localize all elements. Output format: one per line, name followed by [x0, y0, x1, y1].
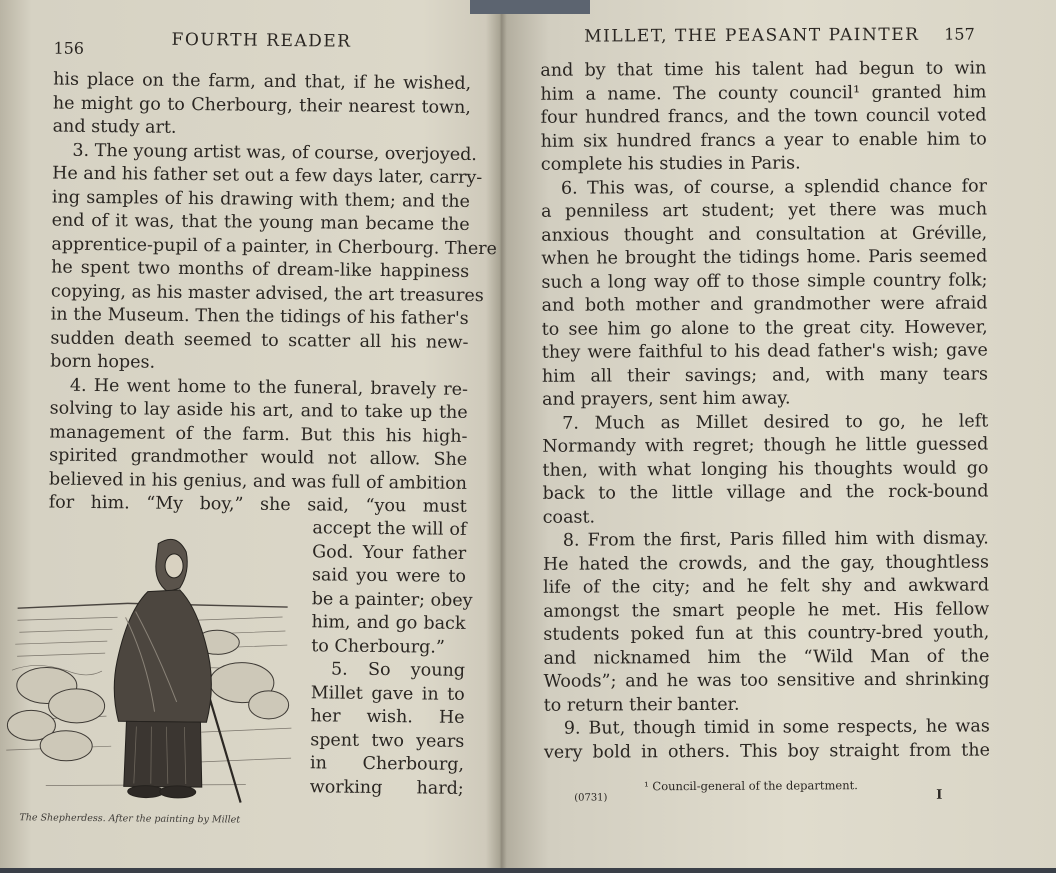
left-text-full	[48, 69, 498, 520]
text-line: apprentice-pupil of a painter, in Cherbourg. There	[51, 234, 498, 259]
text-line: copying, as his master advised, the art treasures	[50, 281, 484, 306]
text-line: then, with what longing his thoughts would go	[542, 457, 989, 481]
text-line: spirited grandmother would not allow. She	[49, 445, 468, 470]
text-line: anxious thought and consultation at Gréville,	[541, 222, 988, 246]
text-line: coast.	[542, 507, 596, 528]
text-line: him six hundred francs a year to enable him to	[540, 128, 987, 152]
text-line: sudden death seemed to scatter all his new-	[50, 328, 469, 353]
text-line: amongst the smart people he met. His fellow	[543, 598, 990, 622]
text-line: her wish. He	[310, 706, 465, 728]
right-page	[502, 0, 1056, 868]
text-line: him all their savings; and, with many tears	[541, 363, 989, 387]
left-page-number: 156	[53, 38, 85, 58]
text-line: and by that time his talent had begun to win	[540, 58, 987, 81]
right-text	[540, 57, 990, 764]
text-line: solving to lay aside his art, and to take up the	[49, 398, 468, 423]
text-line: life of the city; and he felt shy and awkward	[543, 575, 990, 598]
text-line: He and his father set out a few days later, carry-	[52, 163, 483, 189]
text-line: believed in his genius, and was full of ambition	[48, 469, 468, 494]
text-line: end of it was, that the young man became the	[51, 210, 470, 235]
text-line: accept the will of	[312, 518, 467, 540]
text-line: to Cherbourg.”	[311, 635, 445, 658]
text-line: him, and go back	[311, 612, 466, 634]
text-line: such a long way off to those simple country folk;	[541, 269, 988, 293]
text-line: management of the farm. But this his high-	[49, 422, 468, 447]
text-line: 5. So young	[330, 659, 466, 681]
text-line: and study art.	[52, 116, 177, 138]
text-line: to see him go alone to the great city. However,	[541, 316, 988, 340]
text-line: he might go to Cherbourg, their nearest town,	[52, 93, 472, 118]
text-line: ing samples of his drawing with them; and the	[51, 187, 471, 212]
text-line: be a painter; obey	[311, 588, 473, 611]
text-line: four hundred francs, and the town council voted	[540, 105, 987, 128]
text-line: in the Museum. Then the tidings of his father's	[50, 304, 469, 329]
text-line: and prayers, sent him away.	[542, 388, 791, 410]
text-line: working hard;	[309, 776, 464, 799]
text-line: in Cherbourg,	[309, 753, 465, 775]
text-line: God. Your father	[312, 541, 467, 564]
text-line: spent two years	[310, 729, 465, 752]
text-line: Normandy with regret; though he little guessed	[542, 434, 989, 457]
text-line: him a name. The county council¹ granted him	[540, 81, 987, 105]
illustration-caption: The Shepherdess. After the painting by Millet	[19, 812, 241, 826]
text-line: and both mother and grandmother were afraid	[541, 293, 988, 316]
text-line: very bold in others. This boy straight from the	[543, 739, 990, 763]
text-line: Woods”; and he was too sensitive and shrinking	[543, 669, 990, 692]
text-line: 4. He went home to the funeral, bravely re-	[69, 375, 469, 400]
printer-signature: (0731)	[574, 792, 608, 804]
text-line: 8. From the first, Paris filled him with dismay.	[562, 528, 989, 551]
text-line: they were faithful to his dead father's wish; gave	[541, 340, 988, 363]
text-line: his place on the farm, and that, if he wished,	[53, 69, 472, 94]
text-line: for him. “My boy,” she said, “you must	[48, 492, 467, 517]
text-line: Millet gave in to	[310, 682, 465, 705]
text-line: a penniless art student; yet there was much	[541, 199, 988, 222]
shepherdess-illustration	[6, 520, 299, 813]
right-running-head: MILLET, THE PEASANT PAINTER	[584, 24, 920, 47]
text-line: he spent two months of dream-like happiness	[51, 257, 470, 282]
left-running-head: FOURTH READER	[171, 29, 352, 52]
footnote: ¹ Council-general of the department.	[644, 778, 858, 794]
left-page	[0, 0, 498, 873]
text-line: 7. Much as Millet desired to go, he left	[562, 410, 989, 434]
text-line: complete his studies in Paris.	[540, 153, 801, 175]
text-line: 6. This was, of course, a splendid chance for	[560, 175, 988, 199]
left-text-narrow	[309, 517, 473, 801]
text-line: 9. But, though timid in some respects, he was	[563, 716, 990, 739]
text-line: and nicknamed him the “Wild Man of the	[543, 645, 990, 669]
text-line: 3. The young artist was, of course, overjoyed.	[72, 140, 478, 165]
right-page-number: 157	[944, 24, 975, 44]
text-line: when he brought the tidings home. Paris seemed	[541, 246, 988, 269]
text-line: He hated the crowds, and the gay, thoughtless	[542, 551, 990, 575]
text-line: said you were to	[311, 565, 467, 587]
text-line: students poked fun at this country-bred youth,	[543, 622, 990, 645]
text-line: back to the little village and the rock-bound	[542, 481, 989, 504]
signature-mark: I	[936, 787, 943, 803]
text-line: born hopes.	[50, 351, 156, 373]
text-line: to return their banter.	[543, 694, 740, 716]
